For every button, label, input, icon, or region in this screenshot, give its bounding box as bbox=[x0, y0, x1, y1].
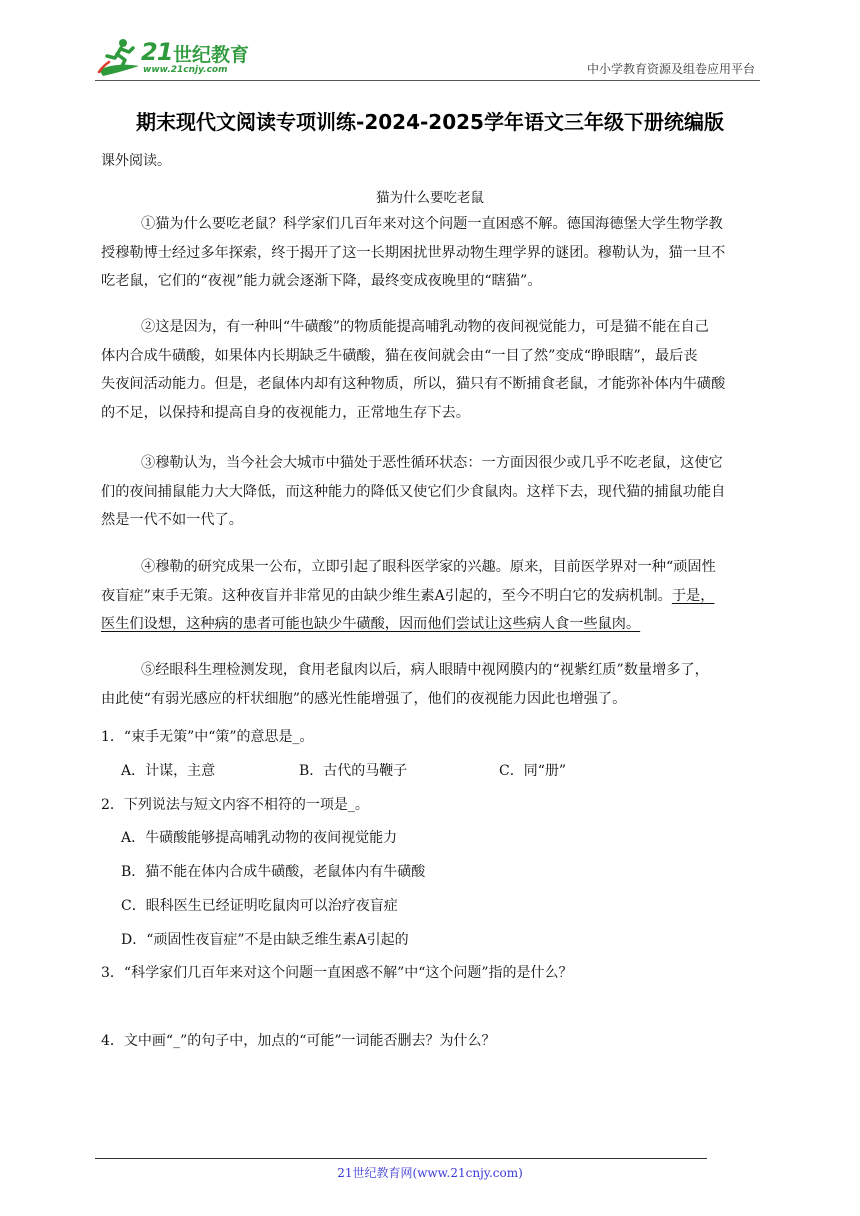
question-4: 4．文中画“_”的句子中，加点的“可能”一词能否删去？为什么？ bbox=[101, 1033, 496, 1049]
text-line: ②这是因为，有一种叫“牛磺酸”的物质能提高哺乳动物的夜间视觉能力，可是猫不能在自己 bbox=[141, 319, 709, 335]
text-line: 然是一代不如一代了。 bbox=[101, 512, 243, 529]
question-2-option-a[interactable]: A．牛磺酸能够提高哺乳动物的夜间视觉能力 bbox=[121, 830, 398, 846]
question-3: 3．“科学家们几百年来对这个问题一直困惑不解”中“这个问题”指的是什么？ bbox=[101, 965, 573, 981]
underlined-sentence: 医生们设想，这种病的患者可能也缺少牛磺酸，因而他们尝试让这些病人食一些鼠肉。 bbox=[101, 616, 641, 633]
article-paragraph-1 bbox=[101, 210, 761, 296]
logo-url: www.21cnjy.com bbox=[143, 65, 228, 75]
underlined-sentence: 于是， bbox=[671, 587, 715, 604]
text-line: 体内合成牛磺酸，如果体内长期缺乏牛磺酸，猫在夜间就会由“一目了然”变成“睁眼瞎”，最后丧 bbox=[101, 347, 698, 364]
paragraph-line bbox=[101, 370, 761, 399]
question-1-option-b[interactable]: B．古代的马鞭子 bbox=[299, 763, 408, 779]
paragraph-line bbox=[101, 506, 761, 535]
text-line: 失夜间活动能力。但是，老鼠体内却有这种物质，所以，猫只有不断捕食老鼠，才能弥补体内牛磺酸 bbox=[101, 376, 726, 393]
platform-tagline: 中小学教育资源及组卷应用平台 bbox=[586, 62, 755, 76]
document-title: 期末现代文阅读专项训练-2024-2025学年语文三年级下册统编版 bbox=[136, 110, 724, 134]
runner-logo-icon bbox=[95, 36, 145, 78]
question-1-option-a[interactable]: A．计谋，主意 bbox=[121, 763, 216, 779]
text-line: ④穆勒的研究成果一公布，立即引起了眼科医学家的兴趣。原来，目前医学界对一种“顽固性 bbox=[141, 559, 716, 575]
article-title: 猫为什么要吃老鼠 bbox=[376, 190, 484, 206]
text-line: ①猫为什么要吃老鼠？科学家们几百年来对这个问题一直困惑不解。德国海德堡大学生物学教 bbox=[141, 216, 723, 232]
text-line: 的不足，以保持和提高自身的夜视能力，正常地生存下去。 bbox=[101, 404, 470, 421]
text-line: 们的夜间捕鼠能力大大降低，而这种能力的降低又使它们少食鼠肉。这样下去，现代猫的捕鼠功能自 bbox=[101, 483, 726, 500]
article-paragraph-5 bbox=[101, 656, 761, 713]
text-line: 夜盲症”束手无策。这种夜盲并非常见的由缺少维生素A引起的，至今不明白它的发病机制。 bbox=[101, 587, 672, 604]
question-1: 1．“束手无策”中“策”的意思是_。 bbox=[101, 729, 314, 745]
paragraph-line bbox=[101, 478, 761, 507]
paragraph-line bbox=[101, 210, 761, 239]
text-line: 由此使“有弱光感应的杆状细胞”的感光性能增强了，他们的夜视能力因此也增强了。 bbox=[101, 690, 627, 707]
text-line: ⑤经眼科生理检测发现，食用老鼠肉以后，病人眼睛中视网膜内的“视紫红质”数量增多了， bbox=[141, 662, 709, 678]
paragraph-line bbox=[101, 449, 761, 478]
text-line: ③穆勒认为，当今社会大城市中猫处于恶性循环状态：一方面因很少或几乎不吃老鼠，这使它 bbox=[141, 455, 723, 471]
paragraph-line bbox=[101, 610, 761, 639]
paragraph-line bbox=[101, 656, 761, 685]
section-intro: 课外阅读。 bbox=[101, 153, 171, 169]
article-paragraph-4 bbox=[101, 553, 761, 639]
paragraph-line bbox=[101, 399, 761, 428]
site-logo[interactable] bbox=[95, 36, 265, 78]
paragraph-line bbox=[101, 239, 761, 268]
paragraph-line bbox=[101, 553, 761, 582]
paragraph-line bbox=[101, 685, 761, 714]
question-2: 2．下列说法与短文内容不相符的一项是_。 bbox=[101, 797, 369, 813]
paragraph-line bbox=[101, 582, 761, 611]
paragraph-line bbox=[101, 342, 761, 371]
logo-name: 世纪教育 bbox=[173, 44, 250, 66]
text-line: 授穆勒博士经过多年探索，终于揭开了这一长期困扰世界动物生理学界的谜团。穆勒认为，猫一旦不 bbox=[101, 244, 726, 261]
question-2-option-d[interactable]: D．“顽固性夜盲症”不是由缺乏维生素A引起的 bbox=[121, 932, 409, 948]
article-paragraph-2 bbox=[101, 313, 761, 427]
footer-divider bbox=[95, 1158, 707, 1159]
header-divider bbox=[95, 80, 760, 81]
question-2-option-c[interactable]: C．眼科医生已经证明吃鼠肉可以治疗夜盲症 bbox=[121, 898, 398, 914]
logo-number: 21 bbox=[141, 38, 173, 66]
text-line: 吃老鼠，它们的“夜视”能力就会逐渐下降，最终变成夜晚里的“瞎猫”。 bbox=[101, 273, 542, 290]
paragraph-line bbox=[101, 267, 761, 296]
footer-link[interactable]: 21世纪教育网(www.21cnjy.com) bbox=[337, 1166, 523, 1180]
paragraph-line bbox=[101, 313, 761, 342]
question-1-option-c[interactable]: C．同“册” bbox=[499, 763, 567, 779]
page-header bbox=[95, 36, 760, 80]
question-2-option-b[interactable]: B．猫不能在体内合成牛磺酸，老鼠体内有牛磺酸 bbox=[121, 864, 426, 880]
article-paragraph-3 bbox=[101, 449, 761, 535]
